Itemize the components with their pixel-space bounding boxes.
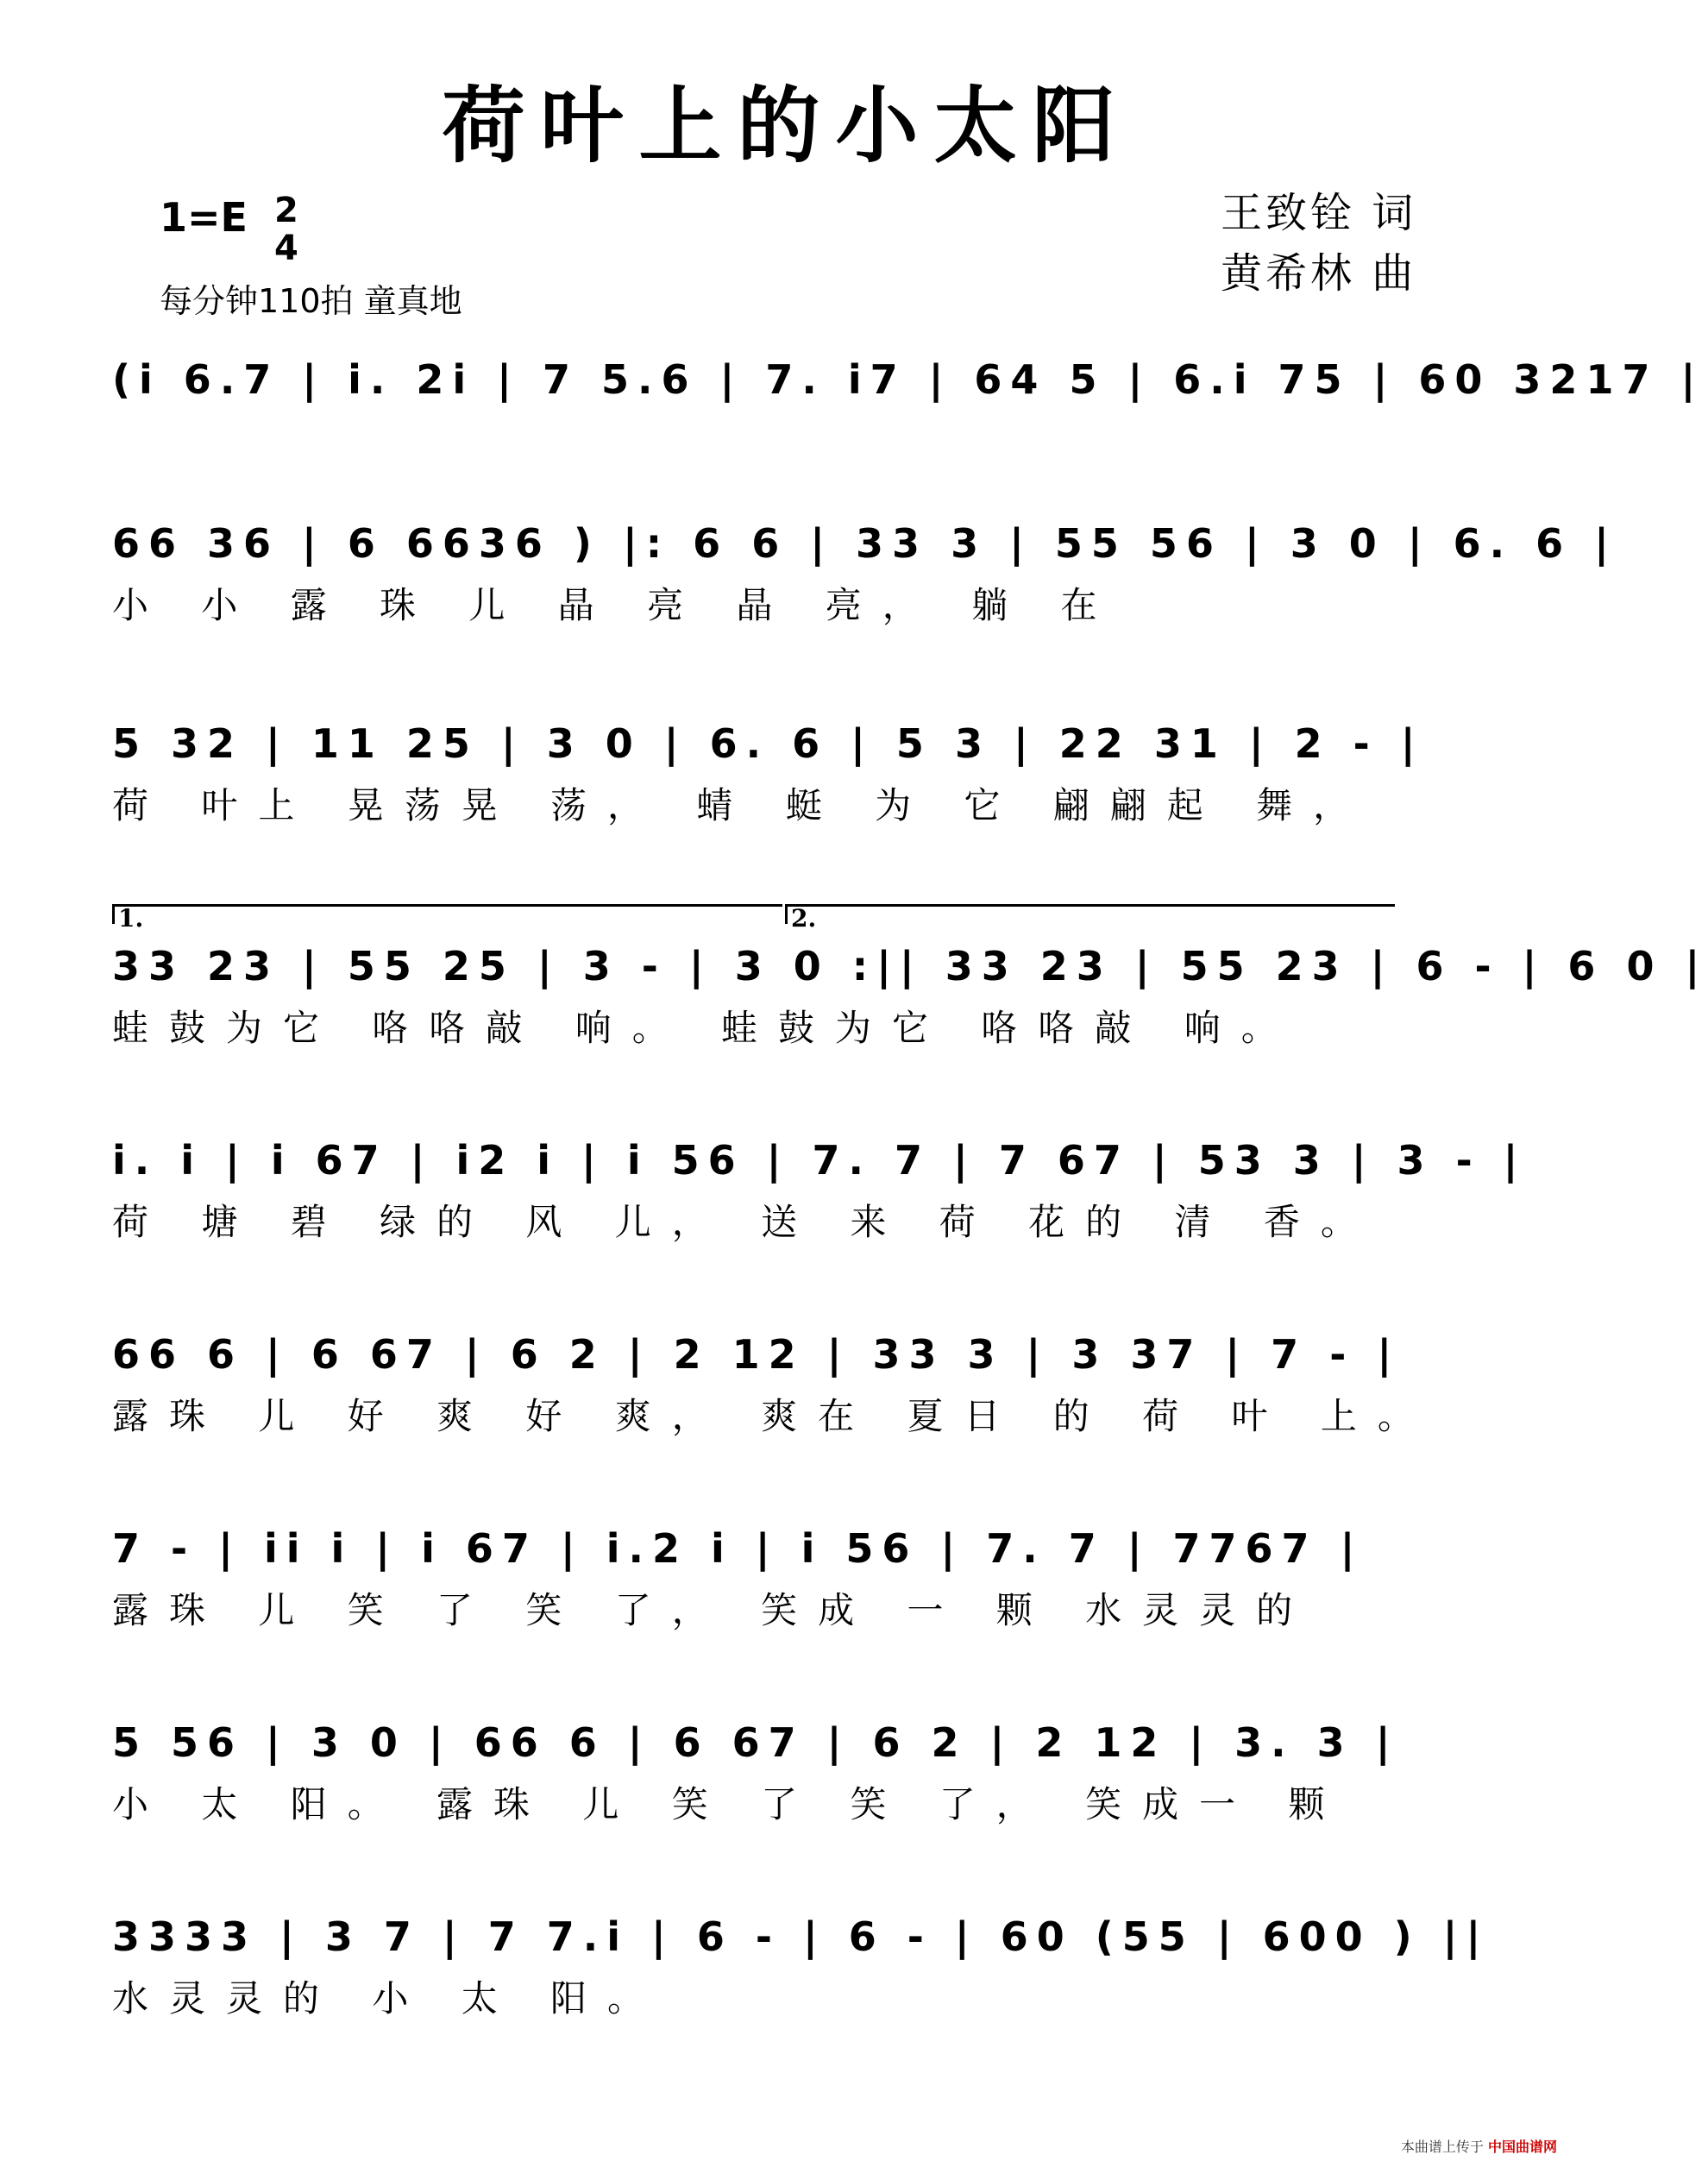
- score-system-2: [112, 509, 1617, 633]
- notation-line: 3333 | 3 7 | 7 7.i | 6 - | 6 - | 60 (55 | 600 ) ||: [112, 1913, 1490, 1960]
- composer: 黄希林 曲: [1221, 249, 1417, 298]
- footer-site-name: 中国曲谱网: [1487, 2139, 1557, 2155]
- notation-line: (i 6.7 | i. 2i | 7 5.6 | 7. i7 | 64 5 | 6.i 75 | 60 3217 |: [112, 356, 1705, 403]
- key-signature: 1=E: [160, 194, 248, 241]
- score-system-4: [112, 932, 1708, 1056]
- notation-line: 66 36 | 6 6636 ) |: 6 6 | 33 3 | 55 56 | 3 0 | 6. 6 |: [112, 520, 1617, 567]
- score-system-9: [112, 1902, 1490, 2026]
- lyrics-line: 露珠 儿 好 爽 好 爽， 爽在 夏日 的 荷 叶 上。: [112, 1395, 1435, 1437]
- volta-bracket-2: 2.: [785, 904, 1395, 924]
- lyrics-line: 荷 叶上 晃荡晃 荡， 蜻 蜓 为 它 翩翩起 舞，: [112, 784, 1371, 826]
- lyrics-line: 小 小 露 珠 儿 晶 亮 晶 亮， 躺 在: [112, 584, 1118, 626]
- notation-line: 5 56 | 3 0 | 66 6 | 6 67 | 6 2 | 2 12 | 3. 3 |: [112, 1719, 1399, 1766]
- score-system-1: [112, 345, 1705, 469]
- score-system-7: [112, 1514, 1475, 1638]
- notation-line: 66 6 | 6 67 | 6 2 | 2 12 | 33 3 | 3 37 | 7 - |: [112, 1331, 1401, 1378]
- credits: [1221, 183, 1416, 304]
- notation-line: 5 32 | 11 25 | 3 0 | 6. 6 | 5 3 | 22 31 | 2 - |: [112, 720, 1424, 767]
- notation-line: 7 - | ii i | i 67 | i.2 i | i 56 | 7. 7 | 7767 |: [112, 1525, 1364, 1572]
- footer-watermark: [1401, 2136, 1557, 2156]
- lyrics-line: 露珠 儿 笑 了 笑 了， 笑成 一 颗 水灵灵的: [112, 1589, 1314, 1631]
- lyricist: 王致铨 词: [1221, 189, 1417, 237]
- tempo-marking: 每分钟110拍 童真地: [160, 282, 462, 320]
- time-signature-top: 2: [274, 191, 298, 230]
- lyrics-line: 水灵灵的 小 太 阳。: [112, 1977, 665, 2020]
- footer-text: 本曲谱上传于: [1400, 2139, 1484, 2155]
- lyrics-line: 小 太 阳。 露珠 儿 笑 了 笑 了， 笑成一 颗: [112, 1783, 1346, 1825]
- score-system-6: [112, 1320, 1475, 1444]
- time-signature-bottom: 4: [274, 229, 298, 268]
- volta-bracket-1: 1.: [112, 904, 782, 924]
- score-system-5: [112, 1126, 1527, 1250]
- lyrics-line: [112, 414, 1475, 469]
- score-system-3: [112, 709, 1475, 833]
- notation-line: i. i | i 67 | i2 i | i 56 | 7. 7 | 7 67 | 53 3 | 3 - |: [112, 1137, 1527, 1184]
- lyrics-line: 荷 塘 碧 绿的 风 儿， 送 来 荷 花的 清 香。: [112, 1201, 1378, 1243]
- time-signature: [274, 192, 298, 267]
- notation-line: 33 23 | 55 25 | 3 - | 3 0 :|| 33 23 | 55 23 | 6 - | 6 0 |: [112, 943, 1708, 989]
- lyrics-line: 蛙鼓为它 咯咯敲 响。 蛙鼓为它 咯咯敲 响。: [112, 1007, 1298, 1049]
- score-system-8: [112, 1708, 1475, 1832]
- song-title: 荷叶上的小太阳: [442, 77, 1131, 174]
